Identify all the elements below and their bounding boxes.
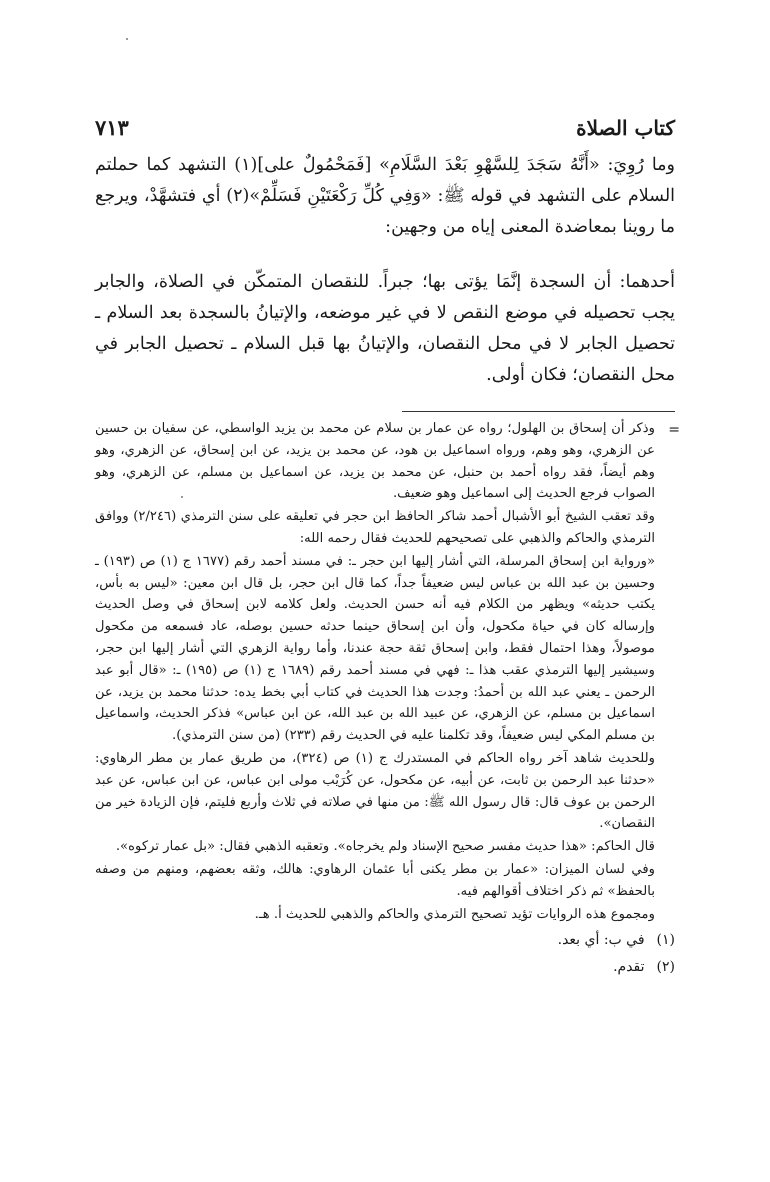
footnote-1-text: في ب: أي بعد. [557,932,645,949]
footnote-block-4: وللحديث شاهد آخر رواه الحاكم في المستدرك ج (١) ص (٣٢٤)، من طريق عمار بن مطر الرهاوي: «حدثنا عبد الرحمن بن ثابت، عن أبيه، عن مكحول، عن كُرَيْب مولى ابن عباس، عن ابن عباس، عن عبد الرحمن بن عوف قال: قال رسول الله ﷺ: من منها في صلاته في ثلاث وأربع فليتم، فإن الزيادة خير من النقصان». [95,750,655,832]
footnote-block-text: وذكر أن إسحاق بن الهلول؛ رواه عن عمار بن سلام عن محمد بن يزيد الواسطي، عن سفيان بن حسين عن الزهري، وهو وهم، ورواه اسماعيل بن هود، عن محمد بن يزيد، عن ابن إسحاق، عن الزهري، وهو وهم أيضاً، فقد رواه أحمد بن حنبل، عن محمد بن يزيد، عن اسماعيل بن مسلم، عن الزهري، وهو الصواب فرجع الحديث إلى اسماعيل وهو ضعيف. [95,421,655,502]
footnote-block-7: ومجموع هذه الروايات تؤيد تصحيح الترمذي والحاكم والذهبي للحديث أ. هـ. [254,906,655,922]
footnote-block-1 [95,418,680,505]
footnote-block-6: وفي لسان الميزان: «عمار بن مطر يكنى أبا عثمان الرهاوي: هالك، وثقه بعضهم، ومنهم من وصفه بالحفظ» ثم ذكر اختلاف أقوالهم فيه. [95,861,655,899]
scan-speck [181,496,183,498]
footnote-divider [402,411,675,412]
footnote-block-2: وقد تعقب الشيخ أبو الأشبال أحمد شاكر الحافظ ابن حجر في تعليقه على سنن الترمذي (٢/٢٤٦) ووافق الترمذي والحاكم والذهبي على تصحيحهم للحديث فقال رحمه الله: [95,509,655,546]
continuation-mark: = [668,422,680,438]
main-paragraph-1: وما رُوِيَ: «أَنَّهُ سَجَدَ لِلسَّهْوِ بَعْدَ السَّلَامِ» [فَمَحْمُولٌ على](١) التشهد كما حملتم السلام على التشهد في قوله ﷺ: «وَفِي كُلِّ رَكْعَتَيْنِ فَسَلِّمْ»(٢) أي فتشهَّدْ، ويرجع ما روينا بمعاضدة المعنى إياه من وجهين: [95,155,676,237]
footnote-1-number: (١) [656,932,675,949]
footnote-2-text: تقدم. [613,959,645,976]
footnote-1 [95,929,675,952]
footnote-2 [95,956,675,979]
footnotes [95,418,680,979]
page-header [95,114,675,140]
scan-speck [126,38,128,40]
footnote-block-3: «ورواية ابن إسحاق المرسلة، التي أشار إليها ابن حجر ـ: في مسند أحمد رقم (١٦٧٧ ج (١) ص (١٩٣) ـ وحسين بن عبد الله بن عباس ليس ضعيفاً جداً، كما قال ابن حجر، بل قال ابن معين: «ليس به بأس، يكتب حديثه» ويظهر من الكلام فيه أنه حسن الحديث. ولعل كلامه لابن إسحاق في وصل الحديث وإرساله كان في حياة مكحول، وأن ابن إسحاق حينما حدثه حسين بوصله، عاد فسمعه من مكحول موصولاً، وهذا احتمال فقط، وابن إسحاق ثقة حجة عندنا، وأما رواية الزهري التي أشار إليها ابن حجر، وسيشير إليها الترمذي عقب هذا ـ: فهي في مسند أحمد رقم (١٦٨٩ ج (١) ص (١٩٥) ـ: «قال أبو عبد الرحمن ـ يعني عبد الله بن أحمدُ: وجدت هذا الحديث في كتاب أبي بخط يده: حدثنا محمد بن يزيد، عن اسماعيل بن مسلم، عن الزهري، عن عبيد الله بن عبد الله، عن ابن عباس» فذكر الحديث، واسماعيل بن مسلم المكي ليس ضعيفاً، وقد تكلمنا عليه في الحديث رقم (٢٣٣) (من سنن الترمذي). [95,553,656,744]
book-title: كتاب الصلاة [576,116,675,140]
footnote-2-number: (٢) [656,959,675,976]
main-text [95,150,675,391]
footnote-block-5: قال الحاكم: «هذا حديث مفسر صحيح الإسناد ولم يخرجاه». وتعقبه الذهبي فقال: «بل عمار تركوه». [115,839,655,855]
main-paragraph-2: أحدهما: أن السجدة إنَّمَا يؤتى بها؛ جبراً. للنقصان المتمكّن في الصلاة، والجابر يجب تحصيله في موضع النقص لا في غير موضعه، والإتيانُ بالسجدة بعد السلام ـ تحصيل الجابر لا في محل النقصان، والإتيانُ بها قبل السلام ـ تحصيل الجابر في محل النقصان؛ فكان أولى. [95,272,675,385]
page-number: ٧١٣ [95,115,129,140]
